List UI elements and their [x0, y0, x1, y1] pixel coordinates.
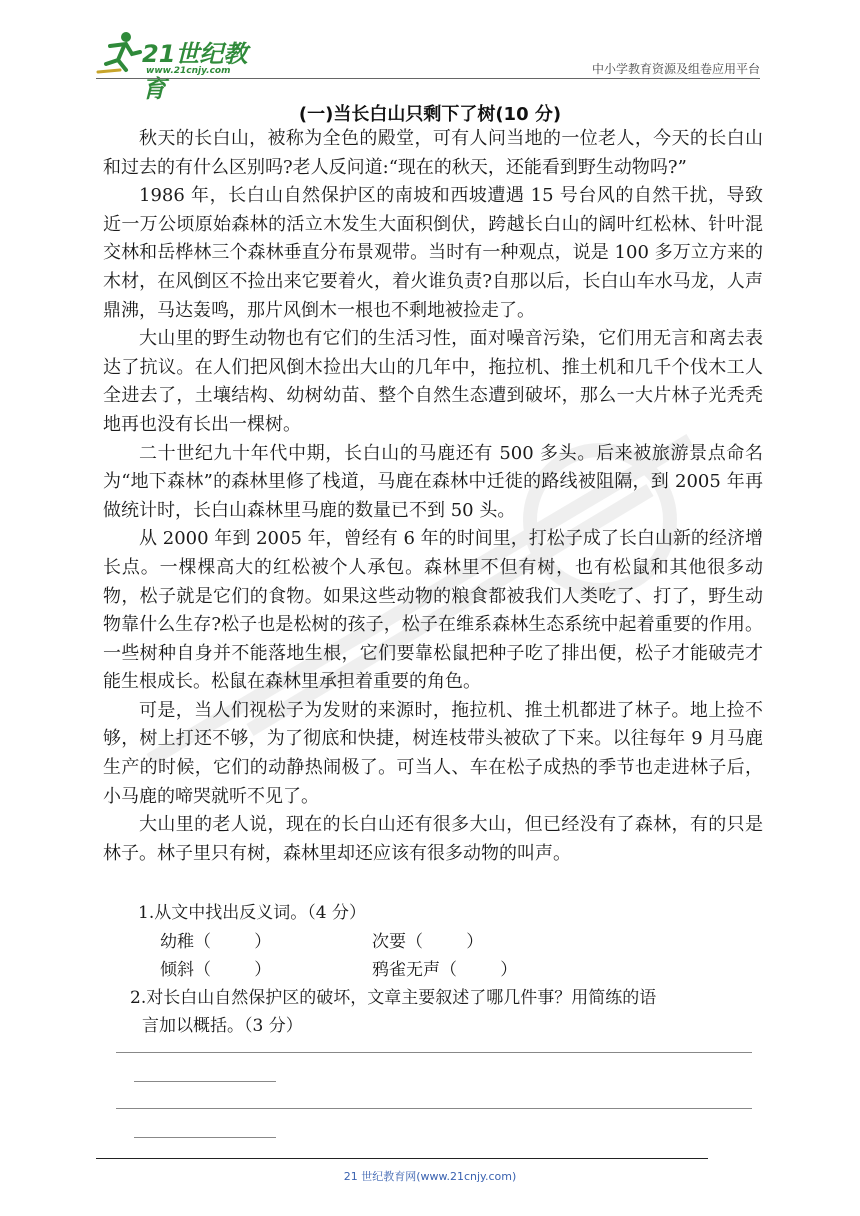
paragraph: 可是，当人们视松子为发财的来源时，拖拉机、推土机都进了林子。地上捡不够，树上打还不够，为了彻底和快捷，树连枝带头被砍了下来。以往每年 9 月马鹿生产的时候，它们的动静热闹极了。可当人、车在松子成热的季节也走进林子后，小马鹿的啼哭就听不见了。	[103, 699, 763, 807]
logo-url: www.21cnjy.com	[146, 66, 231, 76]
antonym-item: 倾斜（ ）	[160, 960, 272, 980]
page-header	[96, 26, 760, 103]
passage-body	[103, 125, 763, 868]
question-1-prompt: 1.从文中找出反义词。（4 分）	[138, 903, 366, 923]
paragraph: 从 2000 年到 2005 年，曾经有 6 年的时间里，打松子成了长白山新的经济增长点。一棵棵高大的红松被个人承包。森林里不但有树，也有松鼠和其他很多动物，松子就是它们的食物。如果这些动物的粮食都被我们人类吃了、打了，野生动物靠什么生存?松子也是松树的孩子，松子在维系森林生态系统中起着重要的作用。一些树种自身并不能落地生根，它们要靠松鼠把种子吃了排出便，松子才能破壳才能生根成长。松鼠在森林里承担着重要的角色。	[103, 528, 763, 693]
logo-text: 21世纪教育	[142, 40, 248, 103]
answer-line[interactable]	[116, 1108, 752, 1109]
footer-link[interactable]: 21 世纪教育网(www.21cnjy.com)	[343, 1170, 517, 1183]
answer-line[interactable]	[134, 1081, 276, 1082]
footer-divider	[96, 1158, 708, 1159]
header-divider	[96, 78, 760, 79]
paragraph: 大山里的野生动物也有它们的生活习性，面对噪音污染，它们用无言和离去表达了抗议。在人们把风倒木捡出大山的几年中，拖拉机、推土机和几千个伐木工人全进去了，土壤结构、幼树幼苗、整个自然生态遭到破坏，那么一大片林子光秃秃地再也没有长出一棵树。	[103, 328, 763, 435]
paragraph: 大山里的老人说，现在的长白山还有很多大山，但已经没有了森林，有的只是林子。林子里只有树，森林里却还应该有很多动物的叫声。	[103, 814, 763, 864]
question-2	[130, 984, 764, 1040]
paragraph: 二十世纪九十年代中期，长白山的马鹿还有 500 多头。后来被旅游景点命名为“地下森林”的森林里修了栈道，马鹿在森林中迁徙的路线被阻隔，到 2005 年再做统计时，长白山森林里马鹿的数量已不到 50 头。	[103, 442, 763, 521]
paragraph: 1986 年，长白山自然保护区的南坡和西坡遭遇 15 号台风的自然干扰，导致近一万公顷原始森林的活立木发生大面积倒伏，跨越长白山的阔叶红松林、针叶混交林和岳桦林三个森林垂直分布景观带。当时有一种观点，说是 100 多万立方来的木材，在风倒区不捡出来它要着火，着火谁负责?自那以后，长白山车水马龙，人声鼎沸，马达轰鸣，那片风倒木一根也不剩地被捡走了。	[103, 185, 763, 321]
answer-line[interactable]	[134, 1137, 276, 1138]
platform-name: 中小学教育资源及组卷应用平台	[591, 62, 760, 76]
antonym-item: 幼稚（ ）	[160, 932, 272, 952]
paragraph: 秋天的长白山，被称为全色的殿堂，可有人问当地的一位老人，今天的长白山和过去的有什么区别吗?老人反问道:“现在的秋天，还能看到野生动物吗?”	[103, 128, 763, 178]
passage-title: (一)当长白山只剩下了树(10 分)	[298, 104, 562, 125]
antonym-item: 鸦雀无声（ ）	[372, 960, 518, 980]
question-2-line: 言加以概括。（3 分）	[142, 1016, 303, 1036]
answer-line[interactable]	[116, 1052, 752, 1053]
question-2-line: 2.对长白山自然保护区的破坏，文章主要叙述了哪几件事？用简练的语	[130, 988, 657, 1008]
runner-icon	[96, 30, 142, 76]
antonym-item: 次要（ ）	[372, 932, 484, 952]
site-logo	[96, 30, 266, 103]
